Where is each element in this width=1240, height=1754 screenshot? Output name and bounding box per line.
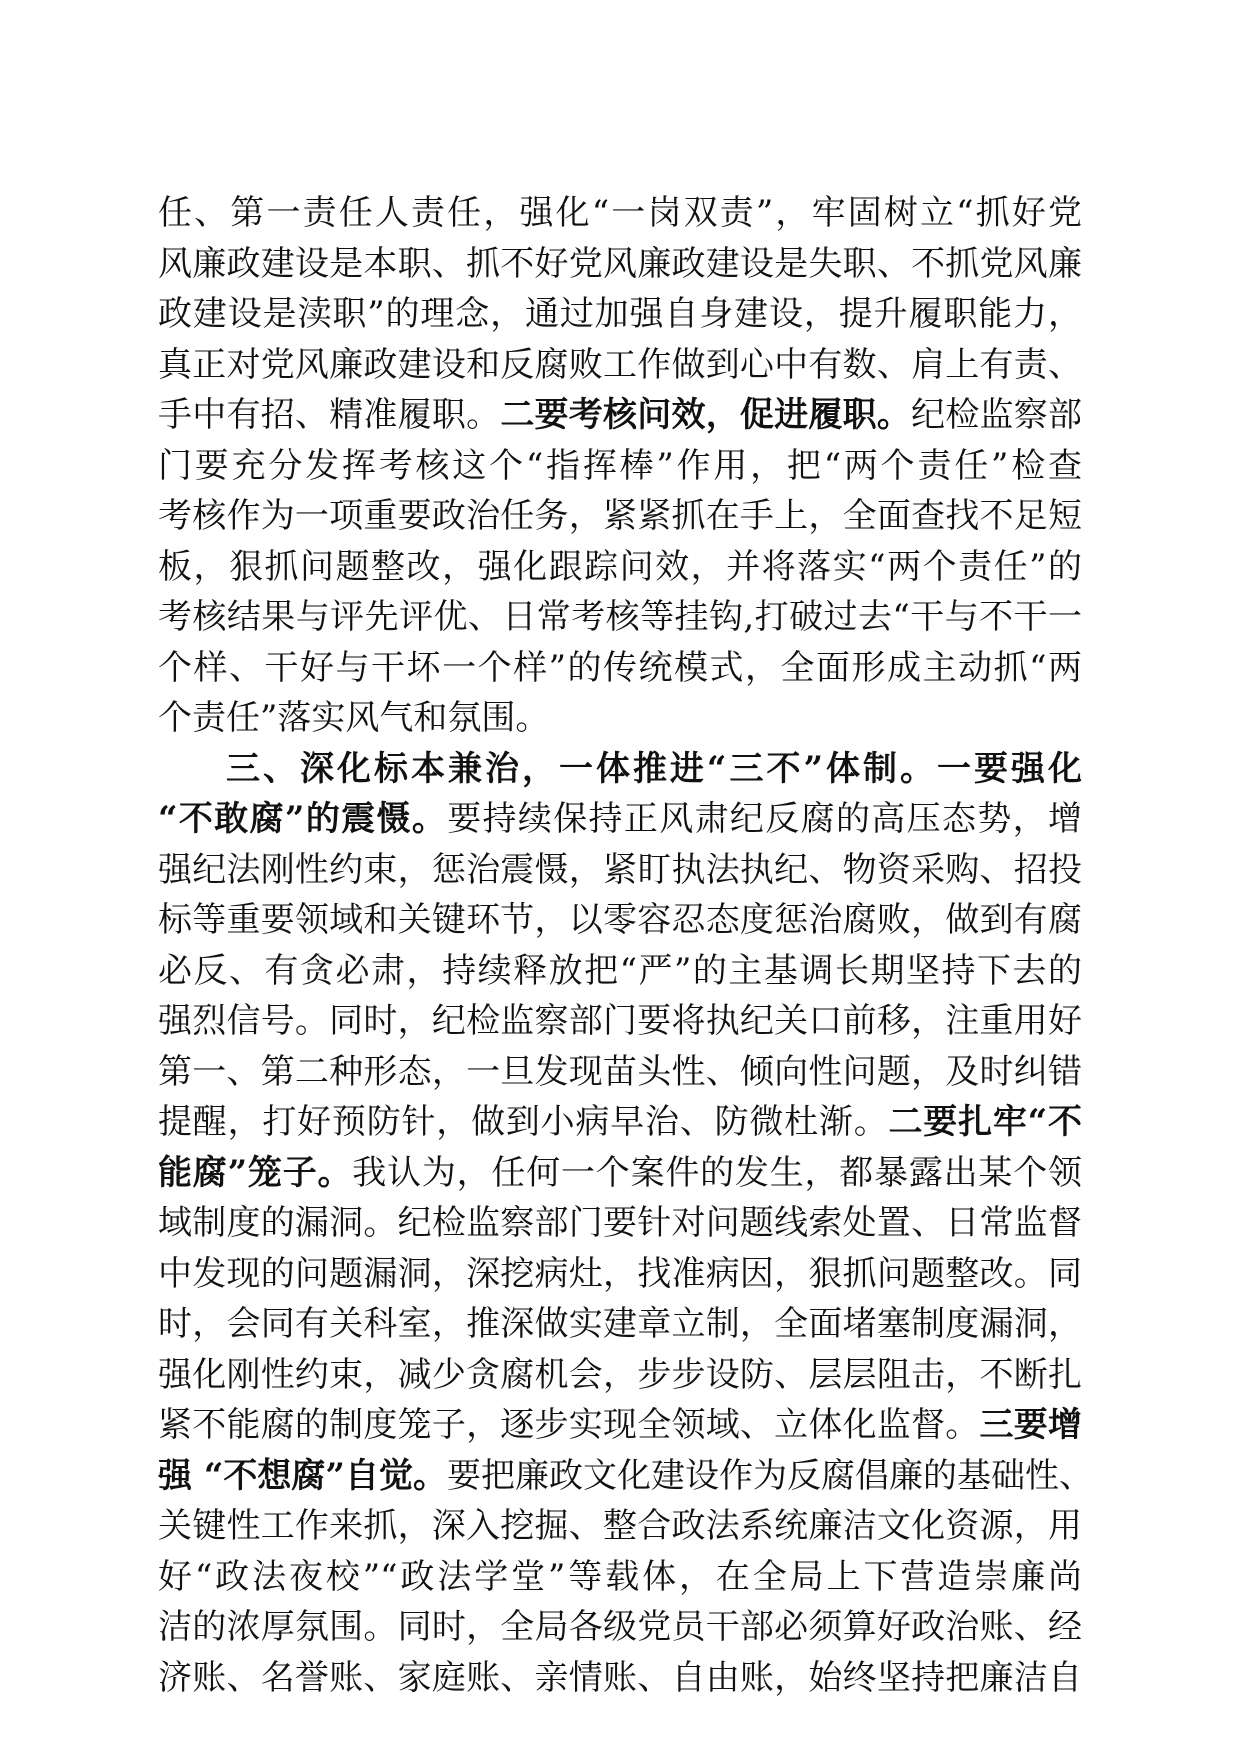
text-line [158, 1451, 1093, 1502]
text-line [158, 1047, 1082, 1098]
text-segment: 门要充分发挥考核这个“指挥棒”作用，把“两个责任”检查 [158, 445, 1082, 486]
text-line [158, 1653, 1082, 1704]
text-line [158, 1350, 1082, 1401]
text-segment: 标等重要领域和关键环节，以零容忍态度惩治腐败，做到有腐 [158, 900, 1082, 940]
text-segment: 考核作为一项重要政治任务，紧紧抓在手上，全面查找不足短 [158, 496, 1082, 536]
text-segment: 好“政法夜校”“政法学堂”等载体，在全局上下营造崇廉尚 [158, 1556, 1082, 1597]
text-segment: 个样、干好与干坏一个样”的传统模式，全面形成主动抓“两 [158, 647, 1082, 688]
text-line [158, 744, 1082, 795]
bold-text-segment: “不敢腐”的震慑。 [158, 799, 448, 839]
text-segment: 洁的浓厚氛围。同时，全局各级党员干部必须算好政治账、经 [158, 1607, 1082, 1647]
text-line [158, 188, 1082, 239]
text-segment: 风廉政建设是本职、抓不好党风廉政建设是失职、不抓党风廉 [158, 243, 1082, 284]
text-line [158, 340, 1082, 391]
text-line [158, 592, 1082, 643]
text-segment: 域制度的漏洞。纪检监察部门要针对问题线索处置、日常监督 [158, 1203, 1082, 1243]
text-line [158, 1299, 1082, 1350]
text-segment: 考核结果与评先评优、日常考核等挂钩,打破过去“干与不干一 [158, 597, 1082, 637]
text-segment: 任、第一责任人责任，强化“一岗双责”，牢固树立“抓好党 [158, 193, 1082, 233]
text-line [158, 1602, 1082, 1653]
text-line [158, 441, 1082, 492]
text-segment: 第一、第二种形态，一旦发现苗头性、倾向性问题，及时纠错 [158, 1051, 1082, 1092]
text-line [158, 693, 1082, 744]
text-segment: 关键性工作来抓，深入挖掘、整合政法系统廉洁文化资源，用 [158, 1506, 1082, 1546]
text-segment: 我认为，任何一个案件的发生，都暴露出某个领 [352, 1152, 1083, 1193]
text-line [158, 1097, 1082, 1148]
text-line [158, 845, 1082, 896]
bold-text-segment: 强 “不想腐”自觉。 [158, 1455, 447, 1496]
text-line [158, 1552, 1082, 1603]
text-segment: 济账、名誉账、家庭账、亲情账、自由账，始终坚持把廉洁自 [158, 1657, 1082, 1698]
text-segment: 板，狠抓问题整改，强化跟踪问效，并将落实“两个责任”的 [158, 546, 1082, 587]
text-line [158, 1148, 1082, 1199]
text-segment: 时，会同有关科室，推深做实建章立制，全面堵塞制度漏洞， [158, 1304, 1082, 1344]
text-line [158, 996, 1082, 1047]
text-line [158, 643, 1082, 694]
bold-text-segment: 能腐”笼子。 [158, 1152, 353, 1193]
text-segment: 要把廉政文化建设作为反腐倡廉的基础性、 [446, 1455, 1093, 1496]
text-line [158, 794, 1082, 845]
text-line [158, 895, 1082, 946]
text-segment: 个责任”落实风气和氛围。 [158, 698, 550, 738]
text-line [158, 1249, 1082, 1300]
text-line [158, 239, 1082, 290]
text-line [158, 491, 1082, 542]
text-segment: 纪检监察部 [911, 395, 1083, 435]
text-segment: 中发现的问题漏洞，深挖病灶，找准病因，狠抓问题整改。同 [158, 1253, 1082, 1294]
bold-text-segment: 三、深化标本兼治，一体推进“三不”体制。一要强化 [226, 748, 1082, 789]
text-line [158, 946, 1082, 997]
text-segment: 手中有招、精准履职。 [158, 395, 501, 435]
text-segment: 提醒，打好预防针，做到小病早治、防微杜渐。 [158, 1102, 889, 1142]
text-line [158, 1501, 1082, 1552]
bold-text-segment: 三要增 [979, 1405, 1083, 1445]
text-line [158, 542, 1082, 593]
document-body [158, 188, 1093, 1703]
text-line [158, 289, 1082, 340]
text-segment: 必反、有贪必肃，持续释放把“严”的主基调长期坚持下去的 [158, 950, 1082, 991]
bold-text-segment: 二要考核问效，促进履职。 [500, 395, 912, 435]
text-segment: 强烈信号。同时，纪检监察部门要将执纪关口前移，注重用好 [158, 1001, 1082, 1041]
text-segment: 真正对党风廉政建设和反腐败工作做到心中有数、肩上有责、 [158, 344, 1082, 385]
text-line [158, 1400, 1082, 1451]
text-line [158, 1198, 1082, 1249]
text-segment: 政建设是渎职”的理念，通过加强自身建设，提升履职能力， [158, 294, 1082, 334]
text-segment: 强纪法刚性约束，惩治震慑，紧盯执法执纪、物资采购、招投 [158, 849, 1082, 890]
text-line [158, 390, 1082, 441]
text-segment: 要持续保持正风肃纪反腐的高压态势，增 [447, 799, 1082, 839]
text-segment: 紧不能腐的制度笼子，逐步实现全领域、立体化监督。 [158, 1405, 980, 1445]
text-segment: 强化刚性约束，减少贪腐机会，步步设防、层层阻击，不断扎 [158, 1354, 1082, 1395]
bold-text-segment: 二要扎牢“不 [888, 1102, 1083, 1142]
